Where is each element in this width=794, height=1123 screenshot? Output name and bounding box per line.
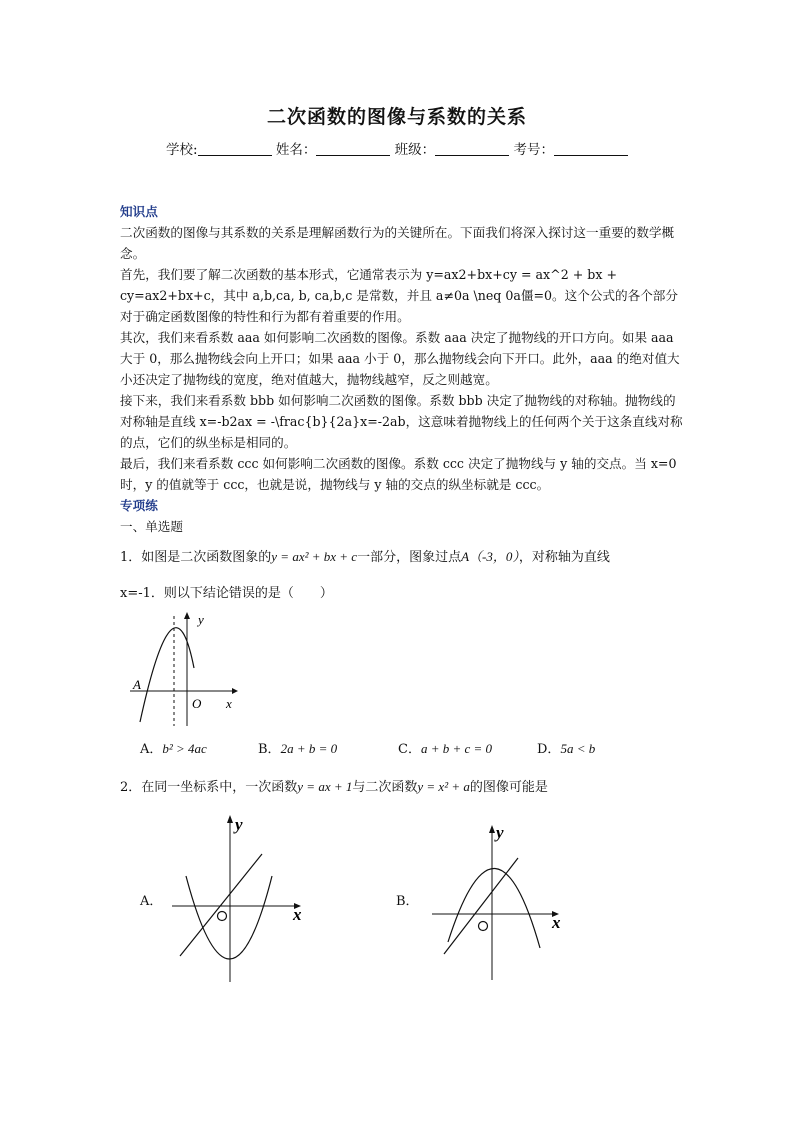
q2-text-a: 2．在同一坐标系中，一次函数: [120, 780, 298, 795]
q1-origin-label: O: [192, 696, 202, 711]
knowledge-heading: 知识点: [120, 204, 158, 219]
q1-point: A（-3，0）: [461, 549, 519, 564]
q1-text-a: 1．如图是二次函数图象的: [120, 550, 272, 565]
student-info-line: [0, 138, 794, 158]
option-label: D．: [537, 742, 561, 757]
q1-x-label: x: [226, 696, 232, 711]
q2-formula-2: y = x² + a: [417, 779, 470, 794]
school-label: 学校:: [166, 142, 198, 158]
option-label: A．: [140, 742, 163, 757]
q1-point-a-label: A: [133, 677, 141, 692]
q2-option-a-label[interactable]: A．: [140, 894, 163, 909]
knowledge-paragraph: 二次函数的图像与其系数的关系是理解函数行为的关键所在。下面我们将深入探讨这一重要的数学概念。: [120, 225, 675, 261]
q2b-x-label: x: [552, 913, 561, 932]
knowledge-paragraph: 首先，我们要了解二次函数的基本形式，它通常表示为 y=ax2+bx+cy = ax^2 + bx + cy=ax2+bx+c，其中 a,b,ca, b, ca,b,c 是常数，并且 a≠0a \neq 0a僵=0。这个公式的各个部分对于确定函数图像的特性和行为都有着重要的作用。: [120, 267, 678, 324]
question-2-text: [120, 776, 720, 795]
section-title: 一、单选题: [120, 519, 183, 534]
q2a-origin-circle: [218, 912, 227, 921]
q1-graph: [128, 610, 240, 728]
knowledge-paragraph: 其次，我们来看系数 aaa 如何影响二次函数的图像。系数 aaa 决定了抛物线的开口方向。如果 aaa 大于 0，那么抛物线会向上开口；如果 aaa 小于 0，那么抛物线会向下开口。此外，aaa 的绝对值大小还决定了抛物线的宽度，绝对值越大，抛物线越窄，反之则越宽。: [120, 330, 680, 387]
q1-option-b[interactable]: [258, 738, 337, 757]
option-expr: 5a < b: [560, 741, 596, 756]
option-expr: 2a + b = 0: [280, 741, 338, 756]
q2a-x-label: x: [293, 905, 302, 924]
option-expr: a + b + c = 0: [420, 741, 493, 756]
exam-no-label: 考号：: [513, 142, 554, 158]
question-1-text: [120, 546, 720, 565]
option-label: C．: [398, 742, 421, 757]
school-blank[interactable]: [198, 142, 272, 156]
q1-parabola: [140, 628, 194, 722]
q1-text-b: 一部分，图象过点: [357, 550, 462, 565]
q2b-y-arrow: [489, 825, 495, 833]
option-expr: b² > 4ac: [162, 741, 207, 756]
q1-text-c: ，对称轴为直线: [518, 550, 610, 565]
page-title: 二次函数的图像与系数的关系: [266, 106, 527, 128]
q2-option-b-label[interactable]: B．: [396, 894, 419, 909]
q2b-y-label: y: [496, 823, 504, 842]
q2-text-c: 的图像可能是: [469, 780, 548, 795]
q1-y-label: y: [198, 612, 204, 627]
exam-no-blank[interactable]: [554, 142, 628, 156]
q2a-y-label: y: [235, 815, 243, 834]
q2-graph-b: [428, 822, 570, 984]
practice-heading: 专项练: [120, 498, 158, 513]
q2-formula-1: y = ax + 1: [297, 779, 353, 794]
q1-x-arrow: [232, 688, 238, 694]
q2b-origin-circle: [479, 922, 488, 931]
q2-text-b: 与二次函数: [352, 780, 418, 795]
q2a-y-arrow: [227, 815, 233, 823]
name-blank[interactable]: [316, 142, 390, 156]
q2b-parabola: [448, 868, 540, 948]
class-label: 班级：: [394, 142, 436, 158]
q1-option-c[interactable]: [398, 738, 492, 757]
knowledge-paragraph: 接下来，我们来看系数 bbb 如何影响二次函数的图像。系数 bbb 决定了抛物线的对称轴。抛物线的对称轴是直线 x=-b2ax = -\frac{b}{2a}x=-2ab，这意味着抛物线上的任何两个关于这条直线对称的点，它们的纵坐标是相同的。: [120, 393, 683, 450]
q2b-line: [444, 858, 518, 954]
knowledge-body: [120, 222, 685, 495]
q1-option-a[interactable]: [140, 738, 207, 757]
question-1-line2: x=-1．则以下结论错误的是（ ）: [120, 586, 333, 601]
knowledge-section: [120, 201, 685, 537]
q1-y-arrow: [184, 612, 190, 619]
class-blank[interactable]: [435, 142, 509, 156]
q2-graph-a: [168, 812, 310, 984]
q1-option-d[interactable]: [537, 738, 595, 757]
option-label: B．: [258, 742, 281, 757]
q1-formula: y = ax² + bx + c: [271, 549, 358, 564]
name-label: 姓名：: [275, 142, 317, 158]
knowledge-paragraph: 最后，我们来看系数 ccc 如何影响二次函数的图像。系数 ccc 决定了抛物线与 y 轴的交点。当 x=0 时，y 的值就等于 ccc，也就是说，抛物线与 y 轴的交点的纵坐标就是 ccc。: [120, 456, 677, 492]
q2a-parabola: [186, 876, 272, 959]
